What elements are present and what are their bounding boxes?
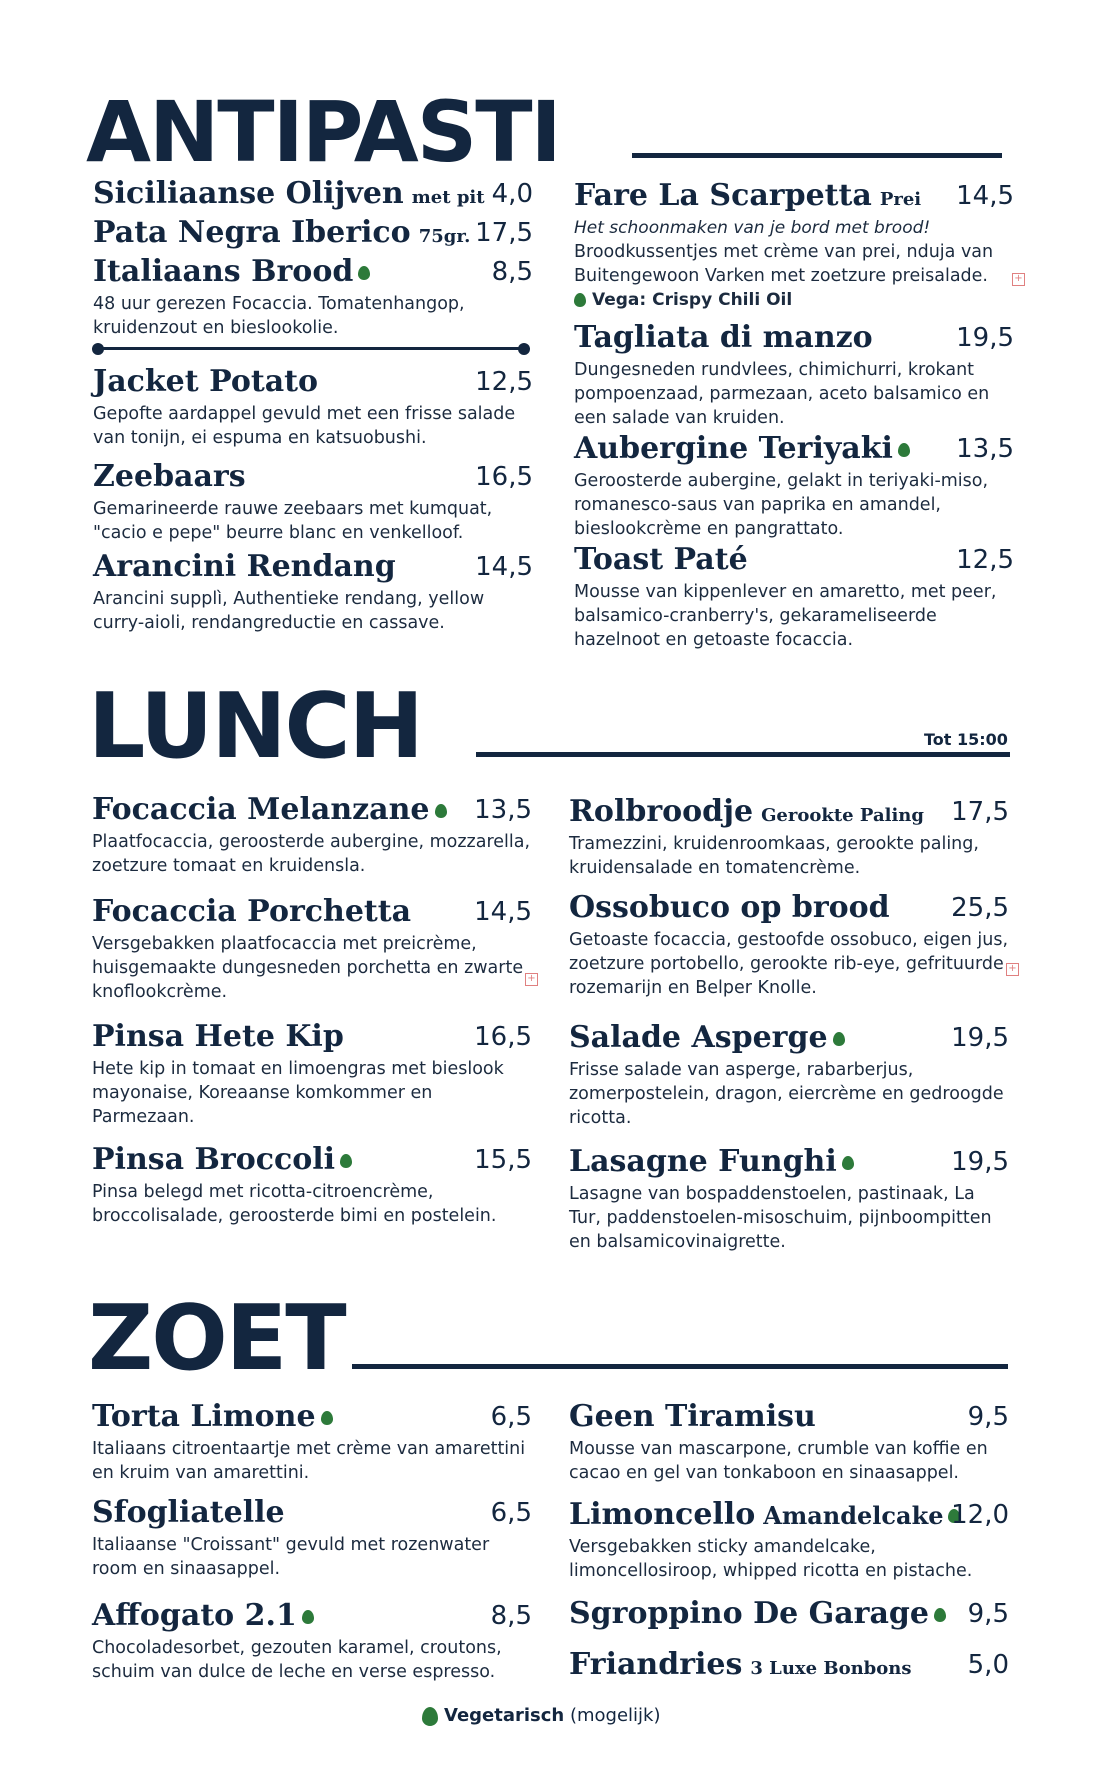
menu-item-arancini-rendang: Arancini Rendang 14,5 Arancini supplì, Authentieke rendang, yellow curry-aioli, rendangreductie en cassave. [93, 549, 533, 633]
vegetarian-icon [302, 1610, 314, 1624]
section-title-lunch: LUNCH [88, 674, 422, 779]
menu-item-tagliata-di-manzo: Tagliata di manzo 19,5 Dungesneden rundvlees, chimichurri, krokant pompoenzaad, parmezaan, aceto balsamico en een salade van kruiden. [574, 320, 1014, 428]
vegetarian-icon [321, 1411, 333, 1425]
menu-item-affogato: Affogato 2.1 8,5 Chocoladesorbet, gezouten karamel, croutons, schuim van dulce de leche en verse espresso. [92, 1598, 532, 1682]
lunch-time-note: Tot 15:00 [924, 730, 1008, 749]
section-title-antipasti: ANTIPASTI [86, 83, 560, 181]
vegetarian-icon [842, 1156, 854, 1170]
menu-item-ossobuco-op-brood: Ossobuco op brood 25,5 Getoaste focaccia, gestoofde ossobuco, eigen jus, zoetzure portobello, gerookte rib-eye, gefrituurde rozemarijn en Belper Knolle. [569, 890, 1009, 998]
divider-line [98, 347, 524, 350]
divider-dot-right [518, 343, 530, 355]
menu-item-pinsa-hete-kip: Pinsa Hete Kip 16,5 Hete kip in tomaat en limoengras met bieslook mayonaise, Koreaanse komkommer en Parmezaan. [92, 1019, 532, 1127]
menu-item-lasagne-funghi: Lasagne Funghi 19,5 Lasagne van bospaddenstoelen, pastinaak, La Tur, paddenstoelen-misoschuim, pijnboompitten en balsamicovinaigrette. [569, 1144, 1009, 1252]
section-title-zoet: ZOET [88, 1286, 345, 1391]
vegetarian-icon [898, 443, 910, 457]
plus-marker-icon: + [1012, 273, 1025, 286]
menu-item-zeebaars: Zeebaars 16,5 Gemarineerde rauwe zeebaars met kumquat, "cacio e pepe" beurre blanc en venkelloof. [93, 459, 533, 543]
menu-item-focaccia-porchetta: Focaccia Porchetta 14,5 Versgebakken plaatfocaccia met preicrème, huisgemaakte dungesneden porchetta en zwarte knoflookcrème. [92, 894, 532, 1002]
menu-item-rolbroodje: Rolbroodje Gerookte Paling 17,5 Tramezzini, kruidenroomkaas, gerookte paling, kruidensalade en tomatencrème. [569, 794, 1009, 878]
menu-item-torta-limone: Torta Limone 6,5 Italiaans citroentaartje met crème van amarettini en kruim van amarettini. [92, 1399, 532, 1483]
menu-item-toast-pate: Toast Paté 12,5 Mousse van kippenlever en amaretto, met peer, balsamico-cranberry's, gekarameliseerde hazelnoot en getoaste focaccia. [574, 542, 1014, 650]
vegetarian-icon [422, 1707, 438, 1726]
vegetarian-icon [833, 1032, 845, 1046]
vegetarian-icon [574, 293, 586, 307]
section-rule-lunch [476, 752, 1010, 757]
vegetarian-icon [340, 1154, 352, 1168]
menu-item-salade-asperge: Salade Asperge 19,5 Frisse salade van asperge, rabarberjus, zomerpostelein, dragon, eiercrème en gedroogde ricotta. [569, 1020, 1009, 1128]
menu-item-limoncello-amandelcake: Limoncello Amandelcake 12,0 Versgebakken sticky amandelcake, limoncellosiroop, whipped ricotta en pistache. [569, 1497, 1009, 1581]
menu-item-sgroppino: Sgroppino De Garage 9,5 [569, 1596, 1009, 1631]
menu-item-friandries: Friandries 3 Luxe Bonbons 5,0 [569, 1647, 1009, 1682]
vegetarian-legend: Vegetarisch (mogelijk) [422, 1705, 661, 1726]
section-rule-antipasti [632, 153, 1002, 158]
vegetarian-icon [435, 804, 447, 818]
menu-item-pata-negra: Pata Negra Iberico 75gr. 17,5 [93, 215, 533, 250]
menu-item-focaccia-melanzane: Focaccia Melanzane 13,5 Plaatfocaccia, geroosterde aubergine, mozzarella, zoetzure tomaat en kruidensla. [92, 792, 532, 876]
menu-item-sfogliatelle: Sfogliatelle 6,5 Italiaanse "Croissant" gevuld met rozenwater room en sinaasappel. [92, 1495, 532, 1579]
plus-marker-icon: + [525, 973, 538, 986]
vegetarian-icon [358, 266, 370, 280]
menu-item-aubergine-teriyaki: Aubergine Teriyaki 13,5 Geroosterde aubergine, gelakt in teriyaki-miso, romanesco-saus van paprika en amandel, bieslookcrème en pangrattato. [574, 431, 1014, 539]
section-rule-zoet [352, 1364, 1008, 1369]
menu-item-italiaans-brood: Italiaans Brood 8,5 48 uur gerezen Focaccia. Tomatenhangop, kruidenzout en bieslookolie. [93, 254, 533, 338]
menu-item-siciliaanse-olijven: Siciliaanse Olijven met pit 4,0 [93, 176, 533, 211]
vegetarian-icon [934, 1608, 946, 1622]
menu-item-jacket-potato: Jacket Potato 12,5 Gepofte aardappel gevuld met een frisse salade van tonijn, ei espuma en katsuobushi. [93, 364, 533, 448]
menu-item-pinsa-broccoli: Pinsa Broccoli 15,5 Pinsa belegd met ricotta-citroencrème, broccolisalade, geroosterde bimi en postelein. [92, 1142, 532, 1226]
menu-item-geen-tiramisu: Geen Tiramisu 9,5 Mousse van mascarpone, crumble van koffie en cacao en gel van tonkaboon en sinaasappel. [569, 1399, 1009, 1483]
plus-marker-icon: + [1006, 963, 1019, 976]
menu-item-fare-la-scarpetta: Fare La Scarpetta Prei 14,5 Het schoonmaken van je bord met brood! Broodkussentjes met crème van prei, nduja van Buitengewoon Varken met zoetzure preisalade. Vega: Crispy Chili Oil [574, 178, 1014, 310]
